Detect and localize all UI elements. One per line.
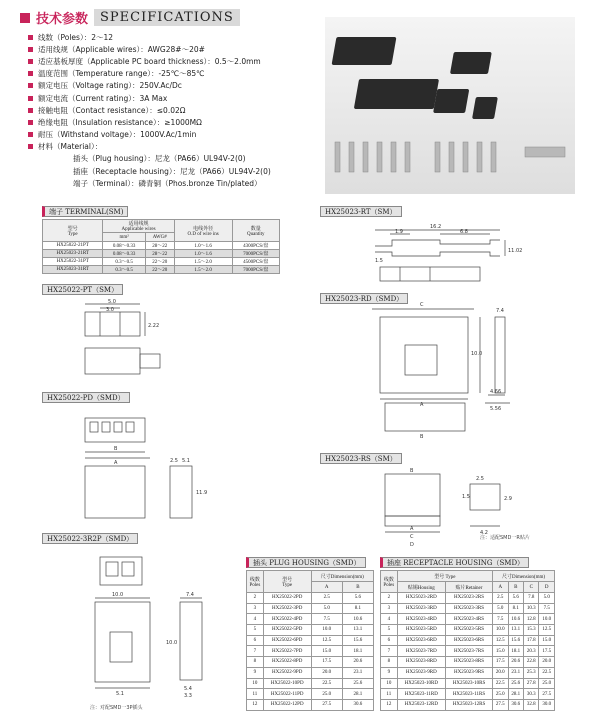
material-item	[28, 177, 328, 189]
plug-row	[247, 689, 374, 700]
table-cell: 20.3	[524, 646, 539, 657]
r2p-note: 注：对配SMD一3P插头	[90, 705, 143, 711]
receptacle-row	[381, 635, 555, 646]
table-cell: HX25023-3RS	[445, 603, 492, 614]
table-cell: 11	[247, 689, 264, 700]
table-cell: 0.3～0.5	[103, 266, 145, 274]
table-cell: 28～22	[145, 250, 174, 258]
table-cell: HX25023-21RT	[43, 250, 103, 258]
table-cell: HX25023-11RS	[445, 689, 492, 700]
terminal-table	[42, 219, 280, 274]
spec-text: 温度范围（Temperature range）：-25℃～85℃	[38, 69, 205, 79]
table-cell: 7.5	[493, 614, 508, 625]
header-title-cn: 技术参数	[36, 12, 89, 27]
dim-pd-2: 5.1	[182, 458, 190, 464]
bullet-icon	[28, 108, 33, 113]
table-cell: HX25022-12PD	[263, 699, 311, 710]
table-cell: 9	[381, 667, 398, 678]
table-cell: 12	[381, 699, 398, 710]
spec-item	[28, 31, 328, 43]
bullet-icon	[28, 59, 33, 64]
dim-pd-a: A	[114, 460, 118, 466]
th-awg: AWG#	[145, 233, 174, 242]
dim-rt-4: 1.5	[375, 258, 383, 264]
table-cell: HX25023-12RS	[445, 699, 492, 710]
receptacle-row	[381, 603, 555, 614]
table-cell: 22.8	[524, 657, 539, 668]
table-cell: 20.0	[539, 657, 555, 668]
dim-rs-a: A	[410, 526, 414, 532]
spec-item	[28, 80, 328, 92]
table-cell: 30.6	[508, 699, 523, 710]
material-item	[28, 165, 328, 177]
dim-r2-5: 5.4	[184, 686, 192, 692]
spec-item	[28, 104, 328, 116]
spec-item	[28, 141, 328, 153]
spec-item	[28, 116, 328, 128]
table-cell: 20.0	[493, 667, 508, 678]
terminal-row	[43, 258, 280, 266]
dim-rs-3: 2.9	[504, 496, 512, 502]
bullet-icon	[28, 96, 33, 101]
table-cell: HX25022-8PD	[263, 657, 311, 668]
spec-text: 适应基板厚度（Applicable PC board thickness）：0.5～2.0mm	[38, 56, 261, 66]
rec-th-b: B	[508, 582, 523, 593]
plug-row	[247, 603, 374, 614]
dim-rd-1: 7.4	[496, 308, 504, 314]
pd-tag: HX25022-PD（SMD）	[42, 392, 130, 403]
table-cell: 0.08～0.33	[103, 242, 145, 250]
table-cell: 1.0～1.6	[174, 250, 232, 258]
table-cell: 20.6	[508, 657, 523, 668]
table-cell: HX25023-10RD	[397, 678, 445, 689]
dim-pt-2: 3.0	[106, 307, 114, 313]
receptacle-row	[381, 667, 555, 678]
table-cell: 25.0	[311, 689, 342, 700]
table-cell: 15.6	[342, 635, 373, 646]
table-cell: 23.1	[342, 667, 373, 678]
dim-rs-d: D	[410, 542, 414, 548]
dim-pt-1: 5.0	[108, 299, 116, 305]
table-cell: 5	[381, 625, 398, 636]
rec-th-a: A	[493, 582, 508, 593]
bullet-icon	[28, 144, 33, 149]
table-cell: 22.5	[493, 678, 508, 689]
plug-th-a: A	[311, 582, 342, 593]
spec-text: 额定电压（Voltage rating）：250V.Ac/Dc	[38, 81, 182, 91]
dim-r2-3: 10.0	[166, 640, 178, 646]
table-cell: 10.0	[493, 625, 508, 636]
spec-list	[28, 31, 328, 189]
table-cell: HX25023-7RD	[397, 646, 445, 657]
table-cell: 12.5	[311, 635, 342, 646]
spec-text: 适用线规（Applicable wires）：AWG28#～20#	[38, 44, 205, 54]
r2p-drawing	[90, 552, 230, 702]
rec-th-poles: 线数 Poles	[381, 571, 398, 593]
table-cell: 13.1	[508, 625, 523, 636]
terminal-row	[43, 242, 280, 250]
dim-rs-2: 1.5	[462, 494, 470, 500]
header-marker-icon	[20, 13, 30, 23]
table-cell: 1.5～2.0	[174, 266, 232, 274]
table-cell: 6	[247, 635, 264, 646]
table-cell: 27.5	[539, 689, 555, 700]
plug-table	[246, 570, 374, 711]
spec-item	[28, 129, 328, 141]
section-header	[20, 8, 240, 27]
th-qty: 数量 Quantity	[232, 220, 279, 242]
dim-rt-2: 1.9	[395, 229, 403, 235]
table-cell: 5.0	[493, 603, 508, 614]
table-cell: 2.5	[493, 593, 508, 604]
table-cell: 30.0	[539, 699, 555, 710]
table-cell: HX25023-10RS	[445, 678, 492, 689]
material-text: 端子（Terminal）：磷青铜（Phos.bronze Tin/plated）	[73, 178, 262, 188]
rec-th-retainer: 贴片Retainer	[445, 582, 492, 593]
rec-th-dim: 尺寸Dimension(mm)	[493, 571, 555, 582]
plug-tag: 插头 PLUG HOUSING（SMD）	[246, 557, 366, 568]
table-cell: 12	[247, 699, 264, 710]
table-cell: 2	[247, 593, 264, 604]
plug-row	[247, 625, 374, 636]
receptacle-table	[380, 570, 555, 711]
dim-rd-b: B	[420, 434, 424, 440]
table-cell: 23.1	[508, 667, 523, 678]
table-cell: 12.5	[539, 625, 555, 636]
material-text: 插座（Receptacle housing）：尼龙（PA66）UL94V-2(0)	[73, 166, 271, 176]
table-cell: 4300PCS/盘	[232, 242, 279, 250]
table-cell: 5.6	[508, 593, 523, 604]
table-cell: 3	[381, 603, 398, 614]
table-cell: 15.3	[524, 625, 539, 636]
table-cell: 25.0	[493, 689, 508, 700]
spec-text: 材料（Material）：	[38, 142, 103, 152]
table-cell: 8	[381, 657, 398, 668]
receptacle-row	[381, 625, 555, 636]
table-cell: 7000PCS/盘	[232, 250, 279, 258]
dim-rs-c: C	[410, 534, 414, 540]
table-cell: 17.5	[493, 657, 508, 668]
rec-th-d: D	[539, 582, 555, 593]
dim-rd-3: 4.66	[490, 389, 502, 395]
receptacle-row	[381, 689, 555, 700]
table-cell: 9	[247, 667, 264, 678]
dim-rt-3: 6.8	[460, 229, 468, 235]
receptacle-row	[381, 646, 555, 657]
table-cell: HX25022-11PD	[263, 689, 311, 700]
header-title-en: SPECIFICATIONS	[94, 9, 240, 26]
pt-drawing	[80, 300, 200, 385]
table-cell: 10.3	[524, 603, 539, 614]
spec-item	[28, 92, 328, 104]
plug-th-dim: 尺寸Dimension(mm)	[311, 571, 373, 582]
table-cell: 1.0～1.6	[174, 242, 232, 250]
spec-item	[28, 55, 328, 67]
table-cell: 10	[381, 678, 398, 689]
table-cell: 4	[247, 614, 264, 625]
table-cell: 20.0	[311, 667, 342, 678]
table-cell: 5.0	[311, 603, 342, 614]
table-cell: 22～20	[145, 266, 174, 274]
table-cell: 28.1	[342, 689, 373, 700]
plug-th-type: 型号 Type	[263, 571, 311, 593]
table-cell: 20.6	[342, 657, 373, 668]
table-cell: HX25022-5PD	[263, 625, 311, 636]
table-cell: 7.5	[311, 614, 342, 625]
table-cell: HX25022-4PD	[263, 614, 311, 625]
dim-rt-1: 16.2	[430, 224, 442, 230]
receptacle-row	[381, 614, 555, 625]
plug-row	[247, 646, 374, 657]
spec-text: 绝缘电阻（Insulation resistance）：≥1000MΩ	[38, 117, 202, 127]
table-cell: 10.0	[539, 614, 555, 625]
rt-drawing	[370, 222, 570, 287]
plug-row	[247, 657, 374, 668]
material-text: 插头（Plug housing）：尼龙（PA66）UL94V-2(0)	[73, 154, 246, 164]
table-cell: HX25023-5RD	[397, 625, 445, 636]
table-cell: 0.3～0.5	[103, 258, 145, 266]
table-cell: 0.08～0.33	[103, 250, 145, 258]
plug-row	[247, 614, 374, 625]
table-cell: 25.0	[539, 678, 555, 689]
dim-r2-4: 5.1	[116, 691, 124, 697]
terminal-tag: 端子 TERMINAL(SM)	[42, 206, 128, 217]
dim-rd-2: 10.0	[471, 351, 483, 357]
bullet-icon	[28, 83, 33, 88]
rec-tag: 插座 RECEPTACLE HOUSING（SMD）	[380, 557, 529, 568]
dim-rt-5: 11.02	[508, 248, 523, 254]
table-cell: HX25022-6PD	[263, 635, 311, 646]
table-cell: HX25022-21PT	[43, 242, 103, 250]
table-cell: HX25023-9RD	[397, 667, 445, 678]
table-cell: 4500PCS/盘	[232, 258, 279, 266]
table-cell: 7.5	[539, 603, 555, 614]
plug-row	[247, 678, 374, 689]
bullet-icon	[28, 132, 33, 137]
dim-pd-3: 11.9	[196, 490, 208, 496]
r2p-tag: HX25022-3R2P（SMD）	[42, 533, 138, 544]
th-od: 电线外径 O.D of wire ins	[174, 220, 232, 242]
rs-tag: HX25023-RS（SM）	[320, 453, 402, 464]
table-cell: HX25023-4RS	[445, 614, 492, 625]
table-cell: 13.1	[342, 625, 373, 636]
th-type: 型号 Type	[43, 220, 103, 242]
plug-row	[247, 635, 374, 646]
table-cell: HX25022-7PD	[263, 646, 311, 657]
table-cell: HX25023-8RS	[445, 657, 492, 668]
dim-rd-4: 5.56	[490, 406, 502, 412]
table-cell: HX25022-2PD	[263, 593, 311, 604]
table-cell: 8.1	[342, 603, 373, 614]
table-cell: 5.0	[539, 593, 555, 604]
table-cell: HX25023-8RD	[397, 657, 445, 668]
table-cell: 27.5	[311, 699, 342, 710]
table-cell: 8	[247, 657, 264, 668]
table-cell: 27.5	[493, 699, 508, 710]
th-mm: mm²	[103, 233, 145, 242]
table-cell: 15.0	[493, 646, 508, 657]
table-cell: HX25023-6RS	[445, 635, 492, 646]
table-cell: 12.8	[524, 614, 539, 625]
receptacle-row	[381, 593, 555, 604]
table-cell: 15.6	[508, 635, 523, 646]
table-cell: HX25023-4RD	[397, 614, 445, 625]
table-cell: HX25023-2RD	[397, 593, 445, 604]
rs-note: 注：适配SMD一R贴片	[480, 535, 530, 541]
rd-tag: HX25023-RD（SMD）	[320, 293, 408, 304]
table-cell: 7	[381, 646, 398, 657]
table-cell: HX25023-12RD	[397, 699, 445, 710]
plug-row	[247, 667, 374, 678]
dim-pd-b: B	[114, 446, 118, 452]
table-cell: 17.5	[311, 657, 342, 668]
table-cell: 8.1	[508, 603, 523, 614]
table-cell: 2	[381, 593, 398, 604]
table-cell: 7.8	[524, 593, 539, 604]
table-cell: 3	[247, 603, 264, 614]
table-cell: HX25023-5RS	[445, 625, 492, 636]
table-cell: HX25023-3RD	[397, 603, 445, 614]
rt-tag: HX25023-RT（SM）	[320, 206, 402, 217]
table-cell: 15.0	[311, 646, 342, 657]
rd-drawing	[370, 302, 530, 447]
table-cell: HX25023-9RS	[445, 667, 492, 678]
dim-pd-1: 2.5	[170, 458, 178, 464]
receptacle-row	[381, 678, 555, 689]
material-item	[28, 153, 328, 165]
table-cell: 28.1	[508, 689, 523, 700]
dim-pt-3: 2.22	[148, 323, 160, 329]
plug-th-b: B	[342, 582, 373, 593]
table-cell: 10	[247, 678, 264, 689]
table-cell: 11	[381, 689, 398, 700]
table-cell: 5.6	[342, 593, 373, 604]
th-wires: 适用线规 Applicable wires	[103, 220, 174, 233]
table-cell: 30.6	[342, 699, 373, 710]
table-cell: HX25023-6RD	[397, 635, 445, 646]
dim-rd-a: A	[420, 402, 424, 408]
table-cell: HX25022-10PD	[263, 678, 311, 689]
pt-tag: HX25022-PT（SM）	[42, 284, 123, 295]
table-cell: 18.1	[342, 646, 373, 657]
dim-rs-4: 4.2	[480, 530, 488, 536]
rec-th-type: 型号 Type	[397, 571, 492, 582]
table-cell: 15.0	[539, 635, 555, 646]
table-cell: HX25023-11RD	[397, 689, 445, 700]
table-cell: 12.5	[493, 635, 508, 646]
bullet-icon	[28, 47, 33, 52]
rec-th-housing: 贴锡Housing	[397, 582, 445, 593]
receptacle-row	[381, 699, 555, 710]
table-cell: 25.6	[508, 678, 523, 689]
table-cell: 10.6	[508, 614, 523, 625]
spec-text: 额定电流（Current rating）：3A Max	[38, 93, 168, 103]
dim-r2-2: 7.4	[186, 592, 194, 598]
bullet-icon	[28, 35, 33, 40]
table-cell: 28～22	[145, 242, 174, 250]
plug-th-poles: 线数 Poles	[247, 571, 264, 593]
table-cell: HX25022-31PT	[43, 258, 103, 266]
table-cell: 17.8	[524, 635, 539, 646]
table-cell: 7	[247, 646, 264, 657]
spec-text: 耐压（Withstand voltage）：1000V.Ac/1min	[38, 130, 197, 140]
plug-row	[247, 593, 374, 604]
table-cell: HX25022-9PD	[263, 667, 311, 678]
table-cell: 32.8	[524, 699, 539, 710]
table-cell: 22.5	[539, 667, 555, 678]
table-cell: 1.5～2.0	[174, 258, 232, 266]
table-cell: 5	[247, 625, 264, 636]
table-cell: 7000PCS/盘	[232, 266, 279, 274]
table-cell: 2.5	[311, 593, 342, 604]
dim-r2-6: 3.3	[184, 693, 192, 699]
table-cell: 22～20	[145, 258, 174, 266]
table-cell: HX25023-31RT	[43, 266, 103, 274]
dim-r2-1: 10.0	[112, 592, 124, 598]
table-cell: 18.1	[508, 646, 523, 657]
table-cell: 30.3	[524, 689, 539, 700]
table-cell: 27.8	[524, 678, 539, 689]
table-cell: 17.5	[539, 646, 555, 657]
terminal-row	[43, 250, 280, 258]
dim-rs-b: B	[410, 468, 414, 474]
receptacle-row	[381, 657, 555, 668]
rec-th-c: C	[524, 582, 539, 593]
bullet-icon	[28, 71, 33, 76]
table-cell: 25.3	[524, 667, 539, 678]
table-cell: HX25023-7RS	[445, 646, 492, 657]
pd-drawing	[80, 408, 220, 528]
table-cell: HX25022-3PD	[263, 603, 311, 614]
terminal-row	[43, 266, 280, 274]
table-cell: 10.0	[311, 625, 342, 636]
table-cell: HX25023-2RS	[445, 593, 492, 604]
connector-photo-illustration	[325, 17, 575, 194]
dim-rs-1: 2.5	[476, 476, 484, 482]
spec-text: 接触电阻（Contact resistance）：≤0.02Ω	[38, 105, 186, 115]
table-cell: 6	[381, 635, 398, 646]
table-cell: 10.6	[342, 614, 373, 625]
table-cell: 25.6	[342, 678, 373, 689]
dim-rd-c: C	[420, 302, 424, 308]
spec-item	[28, 68, 328, 80]
product-photo	[325, 17, 575, 194]
spec-item	[28, 43, 328, 55]
plug-row	[247, 699, 374, 710]
spec-text: 线数（Poles）：2～12	[38, 32, 114, 42]
table-cell: 22.5	[311, 678, 342, 689]
bullet-icon	[28, 120, 33, 125]
table-cell: 4	[381, 614, 398, 625]
